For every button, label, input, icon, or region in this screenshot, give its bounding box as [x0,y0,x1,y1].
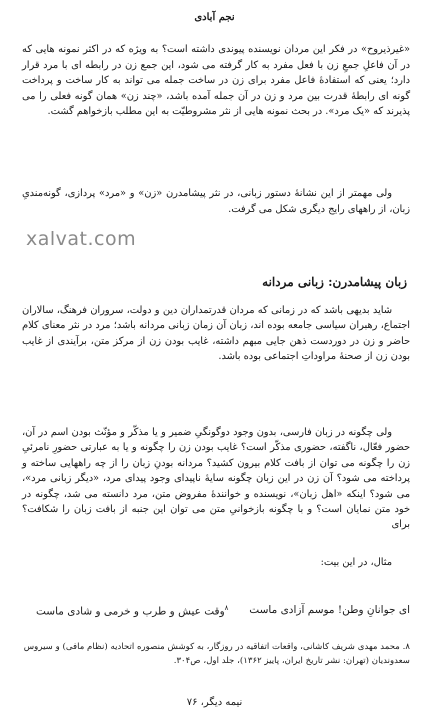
body-paragraph-5: مثال، در این بیت: [320,557,392,568]
body-paragraph-2: ولی مهمتر از این نشانهٔ دستور زبانی، در نثر پیشامدرن «زن» و «مرد» پردازی، گونه‌مندیِ زبان، از راههای رایج دیگری شکل می گرفت. [22,188,410,215]
page-footer: نیمه دیگر، ۷۶ [186,697,243,708]
watermark-text: xalvat.com [26,228,137,250]
body-paragraph-1: «غیرذیروح» در فکر این مردان نویسنده پیوندی داشته است؟ به ویژه که در اکثر نمونه هایی که در آن فاعلِ جمعِ زن با فعل مفرد به کار گرفته می شود، این جمع زن در رابطه ای با مرد قرار دارد؛ یعنی که استفادهٔ فاعل مفرد برای زن در ساخت جمله می تواند به کار ساخت و پرداخت گونه ای رابطهٔ قدرت بین مرد و زن در آن جمله آمده باشد، «چند زن» همان گونه فعلی را می پذیرند که «یک مرد». در بحث نمونه هایی از نثر مشروطیّت به این مطلب بازخواهم گشت. [22,44,410,118]
verse-hemistich-2 [36,604,228,618]
verse-hemistich-2-text: وقت عیش و طرب و خرمی و شادی ماست [36,605,225,618]
body-paragraph-4: ولی چگونه در زبان فارسی، بدون وجود دوگونگیِ ضمیر و یا مذکّر و مؤنّث بودن اسم در آن، حضور فعّال، ناگفته، حضوری مذکّر است؟ غایب بودن زن را چگونه و یا به عبارتی حضورِ نامرئیِ زن را چگونه می توان از بافت کلام بیرون کشید؟ مردانه بودنِ زبان را از چه راههایی ساخته و پرداخته می شود؟ آن زن در این زبان چگونه سایهٔ ناپیدای وجود پیدای مرد، «دیگر زبانی مرد»، می شود؟ اینکه «اهل زبان»، نویسنده و خوانندهٔ مفروض متن، مرد دانسته می شد، چگونه در خود متن نمایان است؟ و با چگونه بازخوانیِ متن می توان این جنبه از بافت زبان را شکافت؟ برای [22,427,410,531]
running-header: نجم آبادی [194,12,235,23]
body-paragraph-3: شاید بدیهی باشد که در زمانی که مردان قدرتمداران دین و دولت، سروران فرهنگ، سالاران اجتماع، رهبران سیاسی جامعه بوده اند، زبان آن زمان زبانی مردانه باشد؛ مرد در نثر معنای کلام حاضر و زن در دوردست ذهن جایی مبهم داشته، غایب بودن زن از مرکز متن، برآیندی از غایب بودن زن از صحنهٔ مراوداتِ اجتماعی بوده باشد. [22,305,410,363]
section-heading: زبان پیشامدرن: زبانی مردانه [262,275,407,289]
footnote: ۸. محمد مهدی شریف کاشانی، واقعات اتفاقیه در روزگار، به کوشش منصوره اتحادیه (نظام مافی) و سیروس سعدوندیان (تهران: نشر تاریخ ایران، پاییز ۱۳۶۲)، جلد اول، ص۳۰۴. [23,642,410,666]
verse-hemistich-1: ای جوانانِ وطن! موسم آزادی ماست [249,604,410,616]
footnote-reference: ۸ [224,604,229,612]
